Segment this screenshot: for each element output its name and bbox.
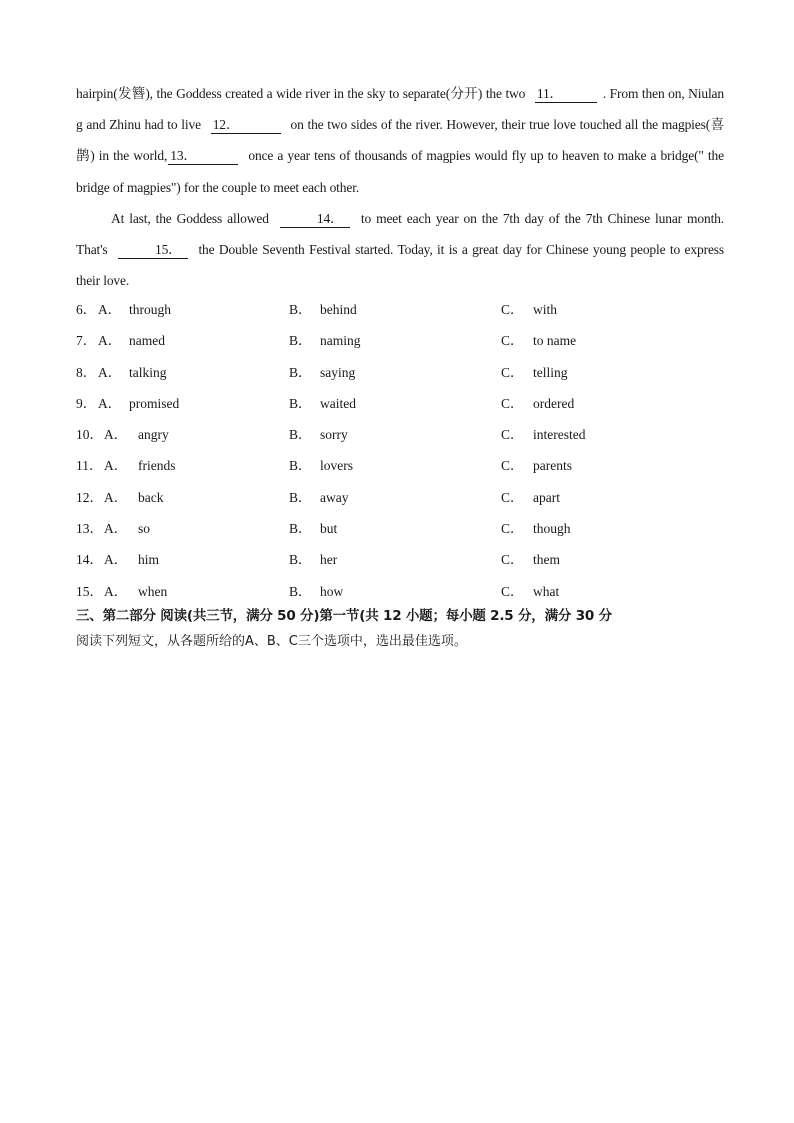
paragraph-2 [76, 203, 724, 297]
paragraph-text: to meet each year on the 7th day of the 7th Chinese lunar month. That's [76, 210, 724, 258]
passage [76, 78, 724, 296]
option-c[interactable]: with [533, 302, 558, 317]
question-number: 13． [76, 521, 103, 537]
option-a-label: A． [104, 489, 128, 505]
question-number: 7． [76, 333, 97, 349]
option-c-label: C． [501, 395, 524, 411]
option-a[interactable]: named [129, 333, 165, 349]
option-c-label: C． [501, 552, 524, 568]
option-b-label: B． [289, 364, 312, 380]
question-row [76, 294, 726, 325]
blank-11[interactable]: 11． [535, 86, 597, 103]
option-b-label: B． [289, 333, 312, 349]
option-a-label: A． [98, 333, 122, 349]
option-a[interactable]: through [129, 302, 171, 317]
option-a[interactable]: back [138, 489, 164, 505]
option-a[interactable]: promised [129, 395, 180, 411]
option-a-label: A． [98, 395, 122, 411]
option-b-label: B． [289, 458, 312, 474]
option-c-label: C． [501, 333, 524, 349]
option-c-label: C． [501, 489, 524, 505]
option-b-label: B． [289, 489, 312, 505]
option-b[interactable]: saying [320, 364, 356, 380]
option-a-label: A． [104, 458, 128, 474]
option-c[interactable]: them [533, 552, 560, 568]
option-b[interactable]: how [320, 583, 344, 599]
paragraph-text: hairpin(发簪), the Goddess created a wide river in the sky to separate(分开) the two [76, 86, 526, 101]
option-c-label: C． [501, 521, 524, 537]
question-number: 11． [76, 458, 103, 474]
paragraph-text: At last, the Goddess allowed [111, 210, 269, 226]
option-a[interactable]: angry [138, 427, 169, 443]
option-c-label: C． [501, 583, 524, 599]
question-row [76, 544, 726, 575]
paragraph-text: the Double Seventh Festival started. Today, it is a great day for Chinese young people to express their love. [76, 242, 724, 289]
option-a[interactable]: when [138, 583, 168, 599]
option-b-label: B． [289, 521, 312, 537]
question-row [76, 419, 726, 450]
option-a-label: A． [104, 583, 128, 599]
question-row [76, 357, 726, 388]
question-number: 12． [76, 489, 103, 505]
option-c-label: C． [501, 364, 524, 380]
option-b[interactable]: lovers [320, 458, 353, 474]
blank-14[interactable]: 14． [280, 211, 350, 228]
question-row [76, 388, 726, 419]
option-a-label: A． [98, 364, 122, 380]
option-b-label: B． [289, 427, 312, 443]
option-c[interactable]: though [533, 521, 571, 537]
blank-12[interactable]: 12． [211, 117, 281, 134]
blank-13[interactable]: 13． [168, 148, 238, 165]
option-b[interactable]: sorry [320, 427, 348, 443]
question-number: 6． [76, 302, 97, 317]
option-c-label: C． [501, 427, 524, 443]
question-row [76, 450, 726, 481]
question-number: 10． [76, 427, 103, 443]
question-options [76, 294, 726, 607]
question-row [76, 325, 726, 356]
option-a[interactable]: so [138, 521, 151, 537]
option-c-label: C． [501, 302, 524, 317]
option-c[interactable]: what [533, 583, 560, 599]
question-number: 14． [76, 552, 103, 568]
option-b[interactable]: waited [320, 395, 356, 411]
blank-15[interactable]: 15． [118, 242, 188, 259]
option-c[interactable]: ordered [533, 395, 575, 411]
option-c-label: C． [501, 458, 524, 474]
option-b-label: B． [289, 395, 312, 411]
option-c[interactable]: telling [533, 364, 568, 380]
question-row [76, 513, 726, 544]
option-a[interactable]: him [138, 552, 160, 568]
option-b[interactable]: her [320, 552, 338, 568]
option-c[interactable]: interested [533, 427, 586, 443]
option-c[interactable]: to name [533, 333, 577, 349]
option-b-label: B． [289, 552, 312, 568]
option-a[interactable]: friends [138, 458, 176, 474]
option-a-label: A． [104, 427, 128, 443]
option-a-label: A． [98, 302, 122, 317]
option-a-label: A． [104, 521, 128, 537]
question-row [76, 482, 726, 513]
question-row [76, 576, 726, 607]
option-b[interactable]: away [320, 489, 349, 505]
section-title: 三、第二部分 阅读(共三节，满分 50 分)第一节(共 12 小题；每小题 2.5 分，满分 30 分 [76, 608, 612, 624]
question-number: 9． [76, 395, 97, 411]
section-instruction: 阅读下列短文，从各题所给的A、B、C三个选项中，选出最佳选项。 [76, 634, 467, 649]
question-number: 8． [76, 364, 97, 380]
option-c[interactable]: parents [533, 458, 572, 474]
option-a-label: A． [104, 552, 128, 568]
question-number: 15． [76, 583, 103, 599]
option-a[interactable]: talking [129, 364, 167, 380]
paragraph-1 [76, 78, 724, 203]
option-b[interactable]: naming [320, 333, 361, 349]
option-c[interactable]: apart [533, 489, 560, 505]
option-b[interactable]: behind [320, 302, 357, 317]
paragraph-text: on the two sides of the river. However, their true love touched all the magpies(喜鹊) in the world, [76, 117, 724, 164]
paragraph-text: once a year tens of thousands of magpies would fly up to heaven to make a bridge(" the bridge of magpies") for the couple to meet each other. [76, 148, 724, 195]
option-b-label: B． [289, 302, 312, 317]
option-b[interactable]: but [320, 521, 338, 537]
option-b-label: B． [289, 583, 312, 599]
paragraph-text: . From then on, Niulan g and Zhinu had to live [76, 86, 724, 133]
